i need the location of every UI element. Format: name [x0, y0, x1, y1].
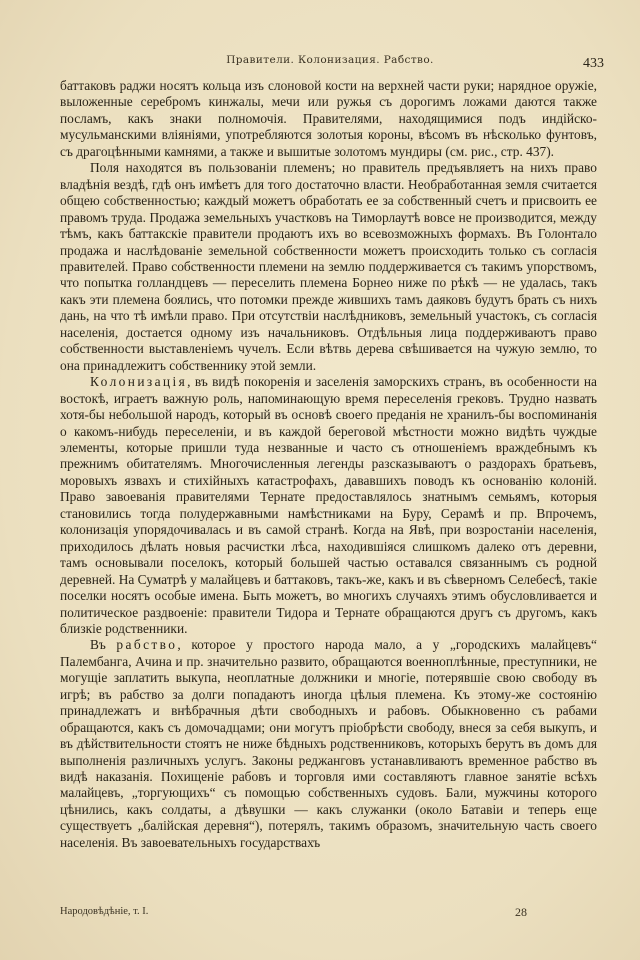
paragraph-text: , которое у простого народа мало, а у „городскихъ малайцевъ“ Палембанга, Ачина и пр. значительно развито, обращаются военноплѣнные, преступники, не могущіе заплатить выкупа, неоплатные должники и многіе, потерявшіе свою свободу въ игрѣ; въ рабство за долги попадаютъ иногда цѣлыя племена. Къ этому-же состоянію принадлежатъ и внѣбрачныя дѣти свободныхъ и рабовъ. Обыкновенно съ рабами обращаются, какъ съ домочадцами; они могутъ пріобрѣсти свободу, внеся за себя выкупъ, и въ дѣйствительности стоятъ не ниже бѣдныхъ родственниковъ, которыхъ берутъ въ домъ для выполненія различныхъ услугъ. Законы реджанговъ устанавливаютъ временное рабство въ видѣ наказанія. Похищеніе рабовъ и торговля ими составляютъ главное занятіе всѣхъ малайцевъ, „торгующихъ“ съ помощью собственныхъ судовъ. Бали, мужчины которого цѣнились, какъ солдаты, а дѣвушки — какъ служанки (около Батавіи и теперь еще существуетъ „балійская деревня“), потерялъ, такимъ образомъ, значительную часть своего населенія. Въ завоевательныхъ государствахъ: [60, 637, 597, 850]
signature-mark: 28: [515, 905, 527, 919]
paragraph-text: Поля находятся въ пользованіи племенъ; но правитель предъявляетъ на нихъ право владѣнія вездѣ, гдѣ онъ имѣетъ для того достаточно власти. Необработанная земля считается общею собственностью; каждый можетъ обработать ее за собственный счетъ и присвоить ее правомъ труда. Продажа земельныхъ участковъ на Тиморлаутѣ вовсе не производится, между тѣмъ, какъ баттакскіе правители продаютъ ихъ во всевозможныхъ формахъ. Въ Голонтало продажа и наслѣдованіе земельной собственности можетъ происходить только съ согласія правителей. Право собственности племени на землю поддерживается съ такимъ упорствомъ, что попытка голландцевъ — переселить племена Борнео ниже по рѣкѣ — не удалась, такъ какъ эти племена боялись, что потомки прежде жившихъ тамъ даяковъ будутъ брать съ нихъ дань, на что тѣ имѣли право. При отсутствіи наслѣдниковъ, земельный участокъ, съ согласія населенія, достается одному изъ начальниковъ. Отдѣльныя лица поддерживаютъ право собственности выставленіемъ чучелъ. Если вѣтвь дерева свѣшивается на чужую землю, то она принадлежитъ собственнику этой земли.: [60, 160, 597, 373]
footer-book-title: Народовѣдѣніе, т. I.: [60, 906, 149, 917]
paragraph-text: , въ видѣ покоренія и заселенія заморскихъ странъ, въ особенности на востокѣ, играетъ важную роль, напоминающую время переселенія грековъ. Трудно назвать хотя-бы небольшой народъ, который въ основѣ своего преданія не хранилъ-бы воспоминанія о какомъ-нибудь переселеніи, и въ каждой береговой мѣстности можно видѣть чуждые элементы, которые пришли туда незванные и часто съ отношеніемъ враждебнымъ къ прежнимъ обитателямъ. Многочисленныя легенды разсказываютъ о раздорахъ братьевъ, моровыхъ язвахъ и стихійныхъ катастрофахъ, дававшихъ поводъ къ основанію колоній. Право завоеванія правителями Тернате предоставлялось знатнымъ семьямъ, которыя становились тогда полудержавными намѣстниками на Буру, Серамѣ и пр. Впрочемъ, колонизація упорядочивалась и въ самой странѣ. Когда на Явѣ, при возростаніи населенія, приходилось дѣлать новыя расчистки лѣса, находившіяся слишкомъ далеко отъ деревни, тамъ основывали поселокъ, который большей частью оставался связаннымъ съ родной деревней. На Суматрѣ у малайцевъ и баттаковъ, такъ-же, какъ и въ сѣверномъ Селебесѣ, такіе поселки носятъ особые имена. Быть можетъ, во многихъ случаяхъ этимъ обусловливается и политическое раздвоеніе: правители Тидора и Тернате обращаются другъ съ другомъ, какъ близкіе родственники.: [60, 374, 598, 636]
running-head-title: Правители. Колонизация. Рабство.: [226, 54, 434, 66]
running-head: [60, 54, 604, 74]
body-text: [60, 78, 597, 851]
paragraph-text: баттаковъ раджи носятъ кольца изъ слоновой кости на верхней части руки; нарядное оружіе, выложенные серебромъ кинжалы, мечи или ружья съ дорогимъ ложами даются также посламъ, какъ знаки полномочія. Правителями, находящимися подъ индійско-мусульманскими вліяніями, употребляются золотыя короны, вѣсомъ въ нѣсколько фунтовъ, съ драгоцѣнными камнями, а также и вышитые золотомъ мундиры (см. рис., стр. 437).: [60, 78, 597, 159]
paragraph-continuation: [60, 78, 597, 160]
paragraph-lead: Въ: [90, 637, 117, 653]
spaced-term: Колонизація: [90, 374, 188, 390]
paragraph-colonization: [60, 374, 597, 637]
page-footer: [60, 906, 597, 922]
paragraph-slavery: [60, 637, 597, 851]
spaced-term: рабство: [116, 637, 178, 653]
paragraph-land-ownership: [60, 160, 597, 374]
page-number: 433: [583, 56, 604, 71]
